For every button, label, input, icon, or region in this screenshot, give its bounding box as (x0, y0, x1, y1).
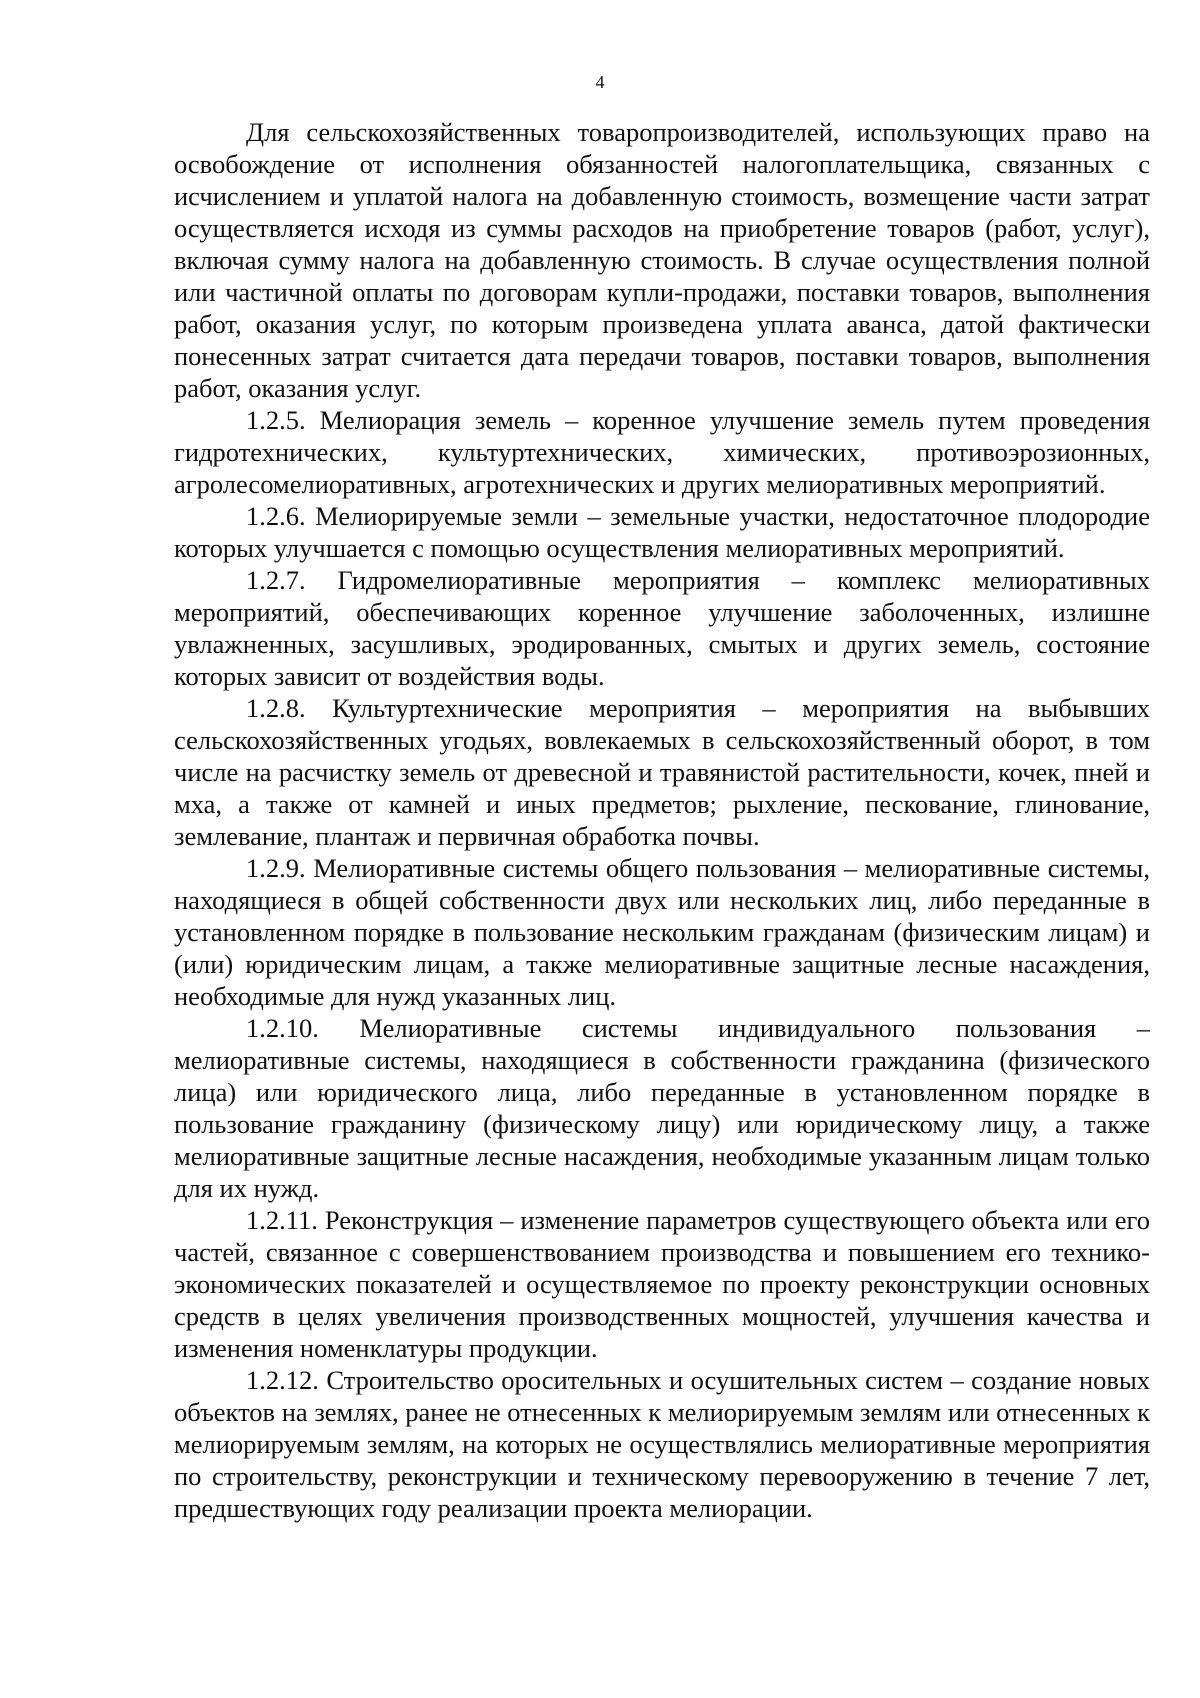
paragraph-1-2-8-cultural-technical: 1.2.8. Культуртехнические мероприятия – мероприятия на выбывших сельскохозяйственных угодьях, вовлекаемых в сельскохозяйственный оборот, в том числе на расчистку земель от древесной и травянистой растительности, кочек, пней и мха, а также от камней и иных предметов; рыхление, пескование, глинование, землевание, плантаж и первичная обработка почвы. (174, 693, 1150, 851)
paragraph-1-2-9-common-use-systems: 1.2.9. Мелиоративные системы общего пользования – мелиоративные системы, находящиеся в общей собственности двух или нескольких лиц, либо переданные в установленном порядке в пользование нескольким гражданам (физическим лицам) и (или) юридическим лицам, а также мелиоративные защитные лесные насаждения, необходимые для нужд указанных лиц. (174, 853, 1150, 1011)
paragraph-1-2-12-construction: 1.2.12. Строительство оросительных и осушительных систем – создание новых объектов на землях, ранее не отнесенных к мелиорируемым землям или отнесенных к мелиорируемым землям, на которых не осуществлялись мелиоративные мероприятия по строительству, реконструкции и техническому перевооружению в течение 7 лет, предшествующих году реализации проекта мелиорации. (174, 1365, 1150, 1523)
paragraph-1-2-6-meliorated-lands: 1.2.6. Мелиорируемые земли – земельные участки, недостаточное плодородие которых улучшается с помощью осуществления мелиоративных мероприятий. (174, 501, 1150, 563)
paragraph-1-2-5-land-melioration: 1.2.5. Мелиорация земель – коренное улучшение земель путем проведения гидротехнических, культуртехнических, химических, противоэрозионных, агролесомелиоративных, агротехнических и других мелиоративных мероприятий. (174, 405, 1150, 499)
paragraph-1-2-7-hydromelioration: 1.2.7. Гидромелиоративные мероприятия – комплекс мелиоративных мероприятий, обеспечивающих коренное улучшение заболоченных, излишне увлажненных, засушливых, эродированных, смытых и других земель, состояние которых зависит от воздействия воды. (174, 565, 1150, 691)
page-number: 4 (595, 72, 605, 92)
paragraph-vat-compensation: Для сельскохозяйственных товаропроизводителей, использующих право на освобождение от исполнения обязанностей налогоплательщика, связанных с исчислением и уплатой налога на добавленную стоимость, возмещение части затрат осуществляется исходя из суммы расходов на приобретение товаров (работ, услуг), включая сумму налога на добавленную стоимость. В случае осуществления полной или частичной оплаты по договорам купли-продажи, поставки товаров, выполнения работ, оказания услуг, по которым произведена уплата аванса, датой фактически понесенных затрат считается дата передачи товаров, поставки товаров, выполнения работ, оказания услуг. (174, 117, 1150, 403)
document-body (174, 116, 1150, 1524)
paragraph-1-2-10-individual-use-systems: 1.2.10. Мелиоративные системы индивидуального пользования – мелиоративные системы, находящиеся в собственности гражданина (физического лица) или юридического лица, либо переданные в установленном порядке в пользование гражданину (физическому лицу) или юридическому лицу, а также мелиоративные защитные лесные насаждения, необходимые указанным лицам только для их нужд. (174, 1013, 1150, 1203)
paragraph-1-2-11-reconstruction: 1.2.11. Реконструкция – изменение параметров существующего объекта или его частей, связанное с совершенствованием производства и повышением его технико-экономических показателей и осуществляемое по проекту реконструкции основных средств в целях увеличения производственных мощностей, улучшения качества и изменения номенклатуры продукции. (174, 1205, 1150, 1363)
